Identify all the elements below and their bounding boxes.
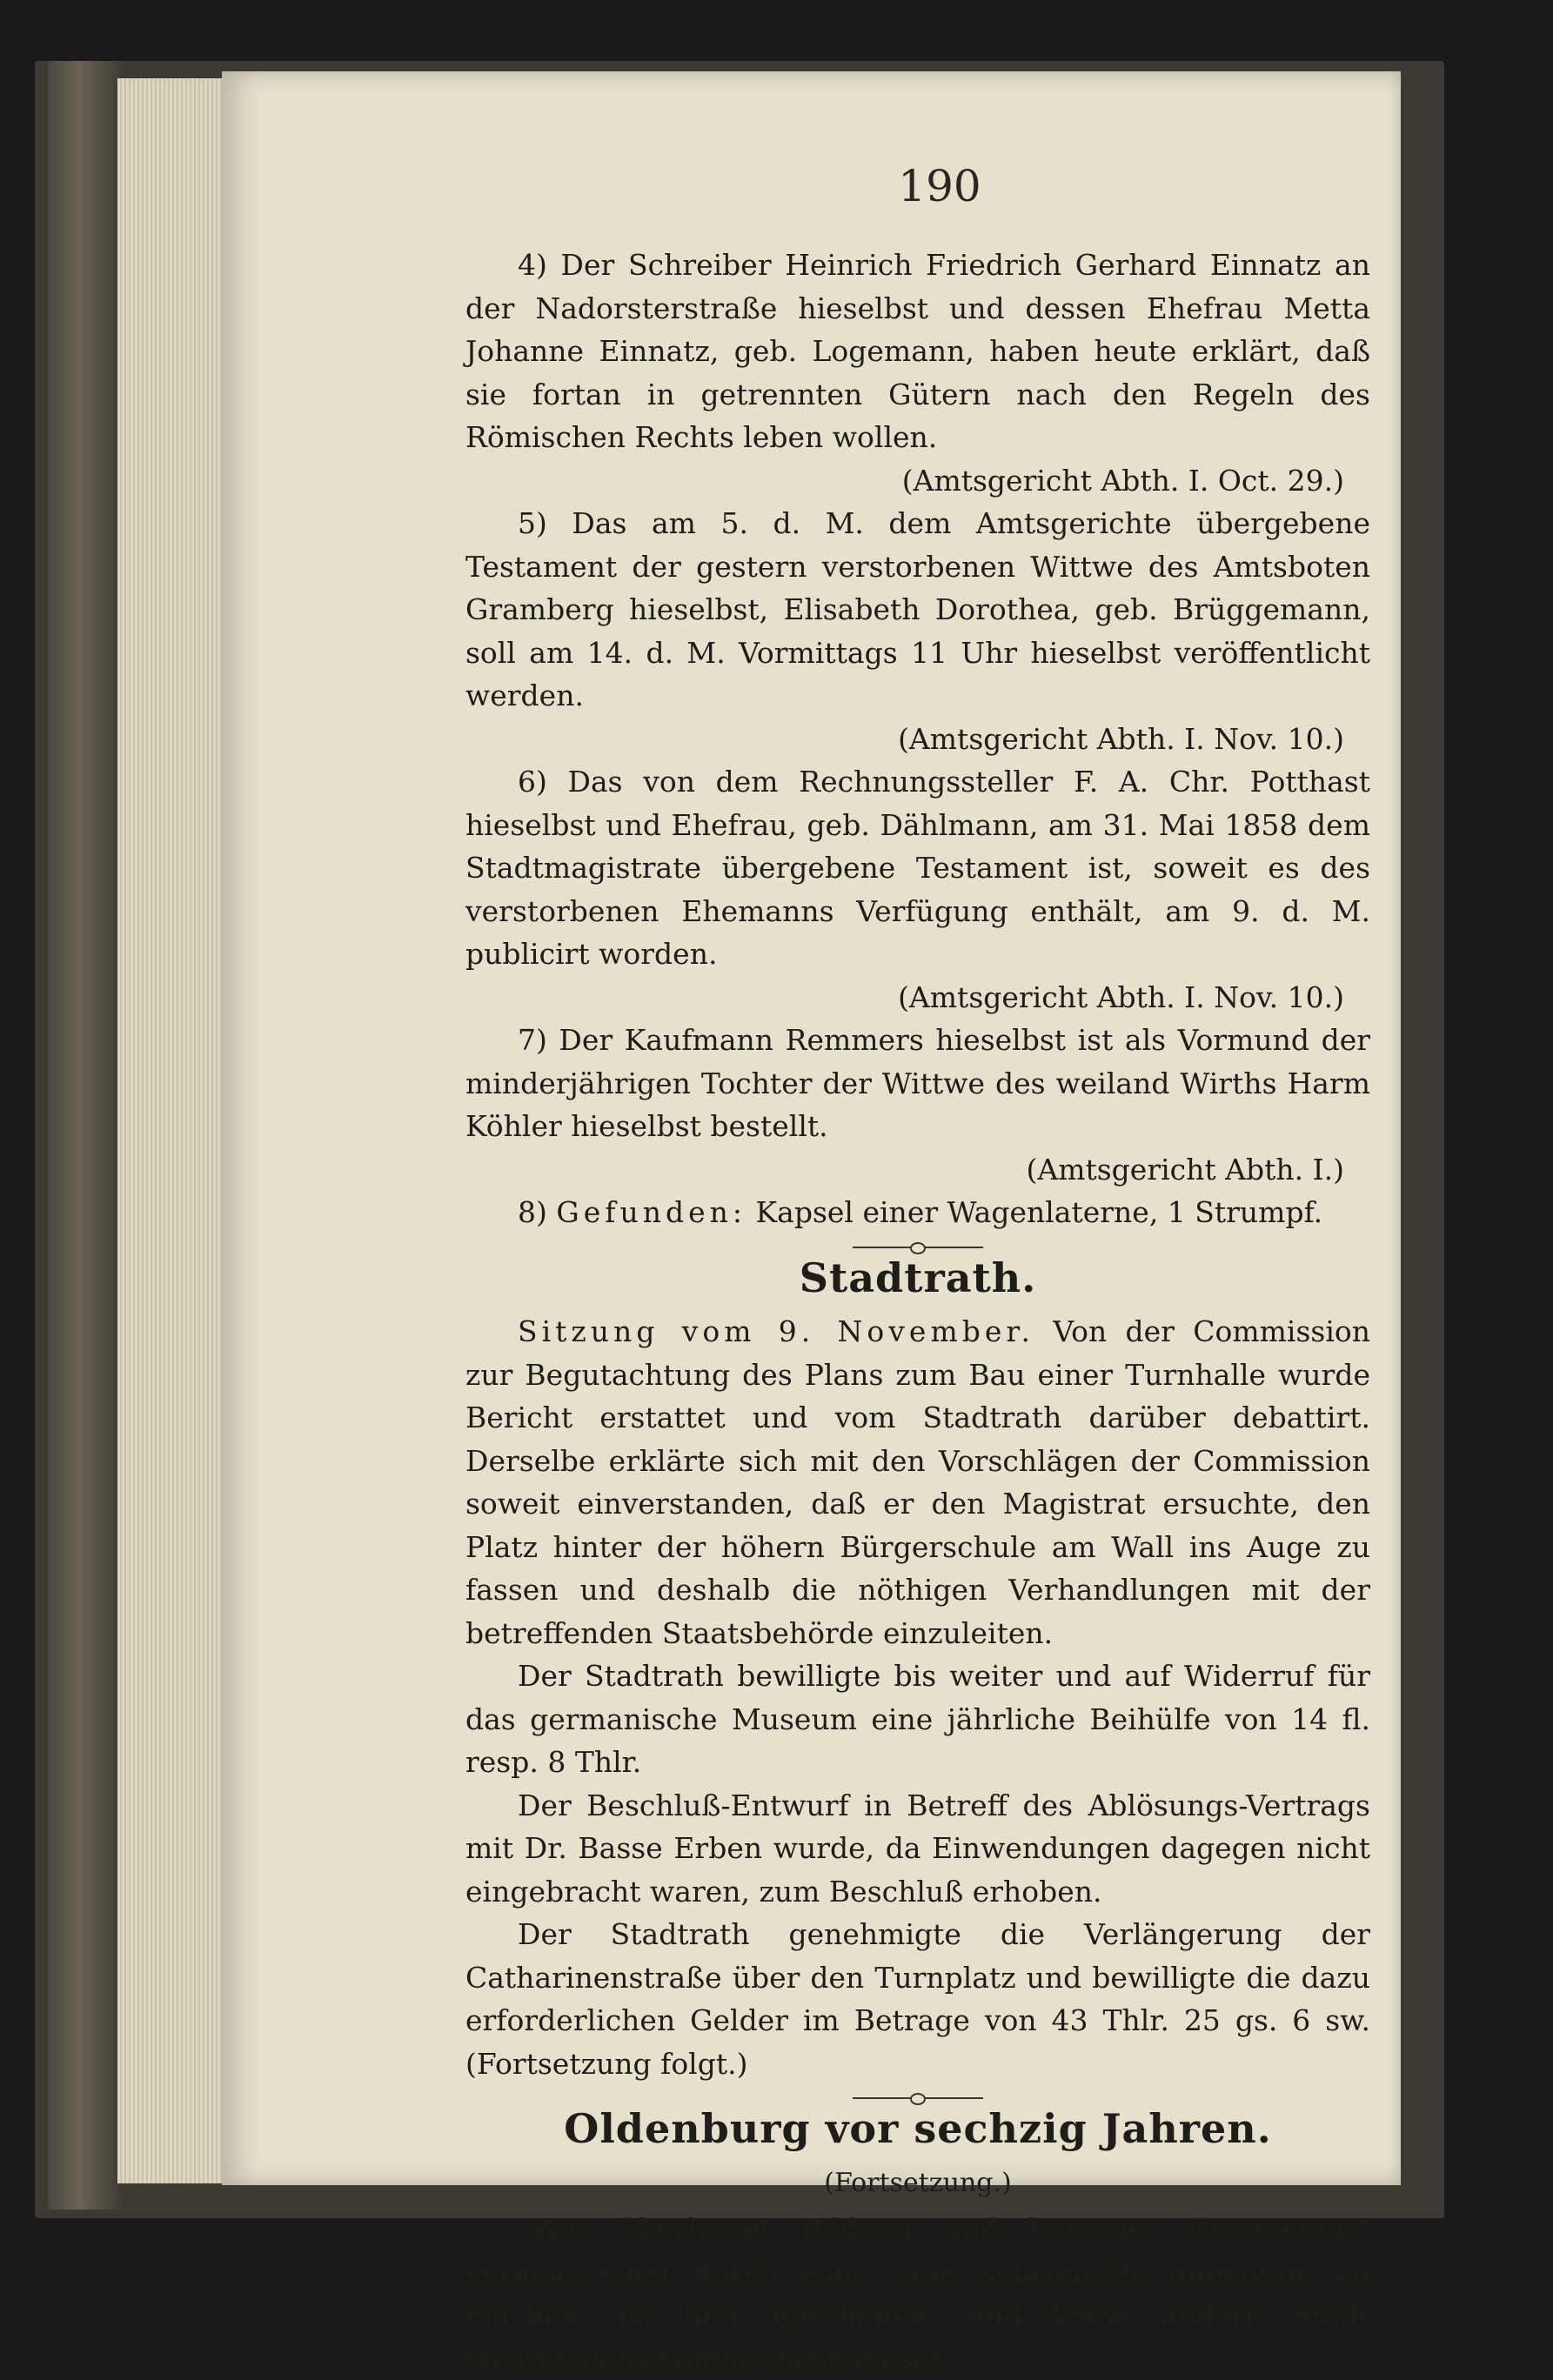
page-stack [117, 78, 231, 2183]
stadtrath-paragraph-1 [465, 1310, 1370, 1655]
paragraph-text: Von der Commission zur Begutachtung des Plans zum Bau einer Turnhalle wurde Bericht erstattet und vom Stadtrath darüber debattirt. Derselbe erklärte sich mit den Vorschlägen der Commission soweit einverstanden, daß er den Magistrat ersuchte, den Platz hinter der höhern Bürgerschule am Wall ins Auge zu fassen und deshalb die nöthigen Verhandlungen mit der betreffenden Staatsbehörde einzuleiten. [465, 1314, 1370, 1650]
oldenburg-paragraph-1: „Was überhaupt Bildung und humaner Gemeingeist vermag, einen durch seine Lage isolirten Ort angenehm zu machen, ist hier geschehen, und keine andere Stadt Westphalens kommt darin dieser [465, 2212, 1370, 2376]
notice-entry-4 [465, 244, 1370, 502]
notice-number: 8) [518, 1195, 547, 1229]
section-title-stadtrath: Stadtrath. [799, 1254, 1037, 1301]
notice-reference: (Amtsgericht Abth. I.) [1026, 1152, 1344, 1187]
stadtrath-paragraph-3: Der Beschluß-Entwurf in Betreff des Ablösungs-Vertrags mit Dr. Basse Erben wurde, da Einwendungen dagegen nicht eingebracht waren, zum Beschluß erhoben. [465, 1788, 1370, 1909]
section-subtitle: (Fortsetzung.) [824, 2167, 1012, 2198]
session-heading: Sitzung vom 9. November. [518, 1314, 1035, 1348]
notice-text: 5) Das am 5. d. M. dem Amtsgerichte übergebene Testament der gestern verstorbenen Wittwe des Amtsboten Gramberg hieselbst, Elisabeth Dorothea, geb. Brüggemann, soll am 14. d. M. Vormittags 11 Uhr hieselbst veröffentlicht werden. [465, 506, 1370, 712]
notice-entry-6 [465, 760, 1370, 1019]
book-spine-edge [48, 61, 126, 2210]
page-number: 190 [898, 161, 981, 211]
section-divider [853, 1247, 983, 1248]
notice-text: 7) Der Kaufmann Remmers hieselbst ist als Vormund der minderjährigen Tochter der Wittwe des weiland Wirths Harm Köhler hieselbst bestellt. [465, 1023, 1370, 1143]
stadtrath-paragraph-2: Der Stadtrath bewilligte bis weiter und auf Widerruf für das germanische Museum eine jährliche Beihülfe von 14 fl. resp. 8 Thlr. [465, 1659, 1370, 1779]
notice-entry-7 [465, 1019, 1370, 1191]
notice-text: 4) Der Schreiber Heinrich Friedrich Gerhard Einnatz an der Nadorsterstraße hieselbst und dessen Ehefrau Metta Johanne Einnatz, geb. Logemann, haben heute erklärt, daß sie fortan in getrennten Gütern nach den Regeln des Römischen Rechts leben wollen. [465, 248, 1370, 454]
notice-entry-8 [465, 1191, 1370, 1234]
notice-text: 6) Das von dem Rechnungssteller F. A. Chr. Potthast hieselbst und Ehefrau, geb. Dählmann, am 31. Mai 1858 dem Stadtmagistrate übergebene Testament ist, soweit es des verstorbenen Ehemanns Verfügung enthält, am 9. d. M. publicirt worden. [465, 765, 1370, 971]
notice-reference: (Amtsgericht Abth. I. Nov. 10.) [898, 979, 1344, 1014]
notice-entry-5 [465, 502, 1370, 760]
section-title-oldenburg: Oldenburg vor sechzig Jahren. [564, 2105, 1272, 2152]
notice-reference: (Amtsgericht Abth. I. Nov. 10.) [898, 721, 1344, 756]
stadtrath-paragraph-4: Der Stadtrath genehmigte die Verlängerung der Catharinenstraße über den Turnplatz und bewilligte die dazu erforderlichen Gelder im Betrage von 43 Thlr. 25 gs. 6 sw. (Fortsetzung folgt.) [465, 1917, 1370, 2081]
notice-heading: Gefunden: [556, 1195, 747, 1229]
notice-text: Kapsel einer Wagenlaterne, 1 Strumpf. [755, 1195, 1323, 1229]
section-divider [853, 2097, 983, 2099]
page-body [465, 244, 1370, 2380]
notice-reference: (Amtsgericht Abth. I. Oct. 29.) [901, 463, 1344, 498]
